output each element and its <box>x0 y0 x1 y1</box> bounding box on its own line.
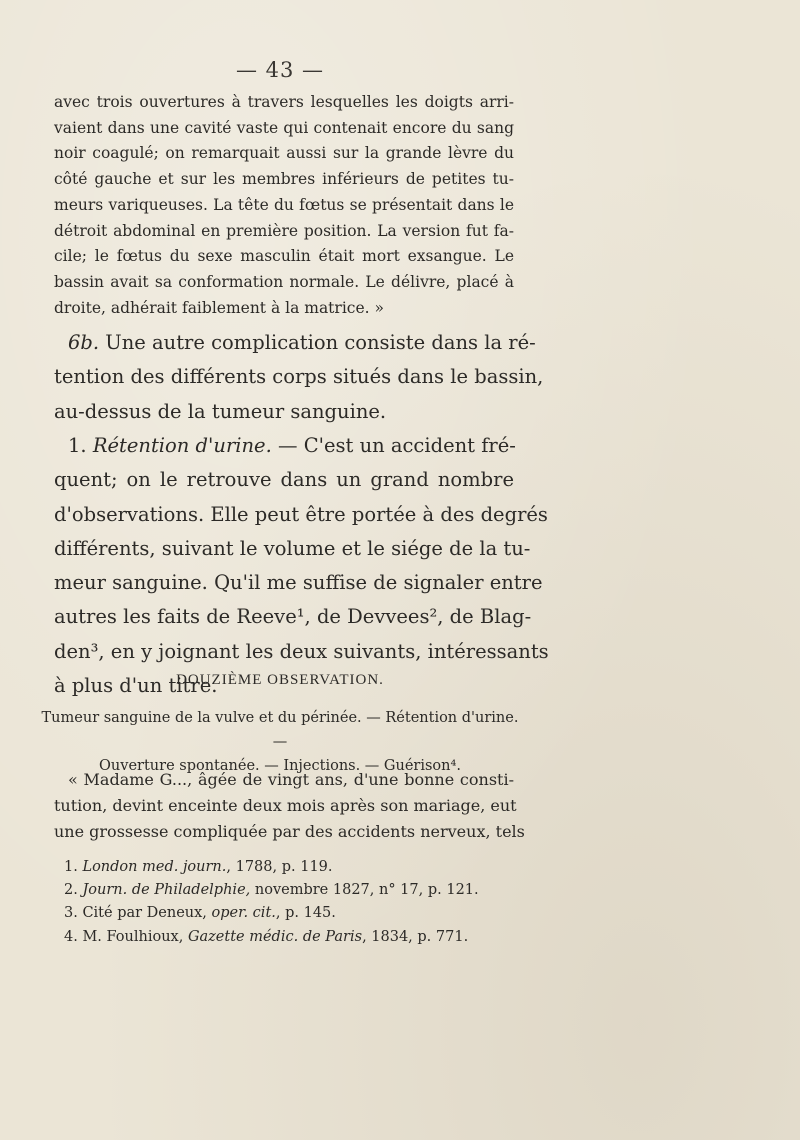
footnote-text: Cité par Deneux, <box>82 905 212 922</box>
footnote-number: 4. <box>64 928 78 945</box>
text-line: au-dessus de la tumeur sanguine. <box>54 399 387 423</box>
paragraph-complication <box>54 326 544 429</box>
text-line: meur sanguine. Qu'il me suffise de signaler entre <box>54 571 543 595</box>
text-line: bassin avait sa conformation normale. Le délivre, placé à <box>54 272 514 291</box>
subtitle-line: Tumeur sanguine de la vulve et du périnée. — Rétention d'urine. — <box>41 710 519 750</box>
text-line: d'observations. Elle peut être portée à des degrés <box>54 502 548 526</box>
text-line: den³, en y joignant les deux suivants, intéressants <box>54 639 549 663</box>
text-line: détroit abdominal en première position. La version fut fa- <box>54 221 514 240</box>
paragraph-continuation <box>54 90 514 321</box>
text-line: meurs variqueuses. La tête du fœtus se présentait dans le <box>54 195 514 214</box>
text-line: côté gauche et sur les membres inférieurs de petites tu- <box>54 170 514 189</box>
item-number: 1. <box>68 434 87 457</box>
subtitle-line: Ouverture spontanée. — Injections. — Guérison⁴. <box>99 758 461 774</box>
paragraph-observation <box>54 767 525 845</box>
text-line: tention des différents corps situés dans le bassin, <box>54 365 544 389</box>
footnote-ref: novembre 1827, n° 17, p. 121. <box>250 882 479 899</box>
footnote-source: oper. cit. <box>211 905 276 922</box>
page-number: — 43 — <box>235 58 325 82</box>
footnote-source: Journ. de Philadelphie, <box>82 882 251 899</box>
text-line: avec trois ouvertures à travers lesquelles les doigts arri- <box>54 93 514 111</box>
text-line: une grossesse compliquée par des accidents nerveux, tels <box>54 822 525 841</box>
text-line <box>54 326 536 360</box>
text-line: noir coagulé; on remarquait aussi sur la grande lèvre du <box>54 144 514 163</box>
text-line: quent; on le retrouve dans un grand nombre <box>54 468 514 492</box>
paragraph-retention <box>54 429 549 703</box>
text-line: droite, adhérait faiblement à la matrice. » <box>54 298 384 317</box>
text-line: cile; le fœtus du sexe masculin était mort exsangue. Le <box>54 247 514 266</box>
observation-heading: DOUZIÈME OBSERVATION. <box>176 672 384 688</box>
text-line: différents, suivant le volume et le siége de la tu- <box>54 536 531 560</box>
footnote <box>64 856 514 879</box>
text-line: à plus d'un titre. <box>54 674 218 698</box>
footnote-number: 1. <box>64 859 78 875</box>
footnote-number: 2. <box>64 882 78 899</box>
text-line: « Madame G..., âgée de vingt ans, d'une bonne consti- <box>68 770 514 789</box>
text-line: vaient dans une cavité vaste qui contenait encore du sang <box>54 118 514 137</box>
text-line: autres les faits de Reeve¹, de Devvees², de Blag- <box>54 605 532 629</box>
footnote-source: London med. journ. <box>82 859 227 875</box>
text-line <box>54 429 514 463</box>
footnote-ref: , p. 145. <box>275 905 336 922</box>
footnote <box>64 926 514 949</box>
text-segment: — C'est un accident fré- <box>271 434 516 457</box>
footnote <box>64 879 514 902</box>
section-title: Rétention d'urine. <box>92 434 272 457</box>
footnote-text: M. Foulhioux, <box>82 928 188 945</box>
footnote-ref: , 1788, p. 119. <box>226 859 333 875</box>
footnote-number: 3. <box>64 905 78 922</box>
footnote-source: Gazette médic. de Paris <box>187 928 363 945</box>
footnote <box>64 902 514 925</box>
footnotes <box>64 856 514 949</box>
text-segment: Une autre complication consiste dans la ré- <box>99 331 536 354</box>
footnote-ref: , 1834, p. 771. <box>362 928 469 945</box>
section-marker: 6b. <box>68 331 100 354</box>
text-line: tution, devint enceinte deux mois après son mariage, eut <box>54 796 517 815</box>
